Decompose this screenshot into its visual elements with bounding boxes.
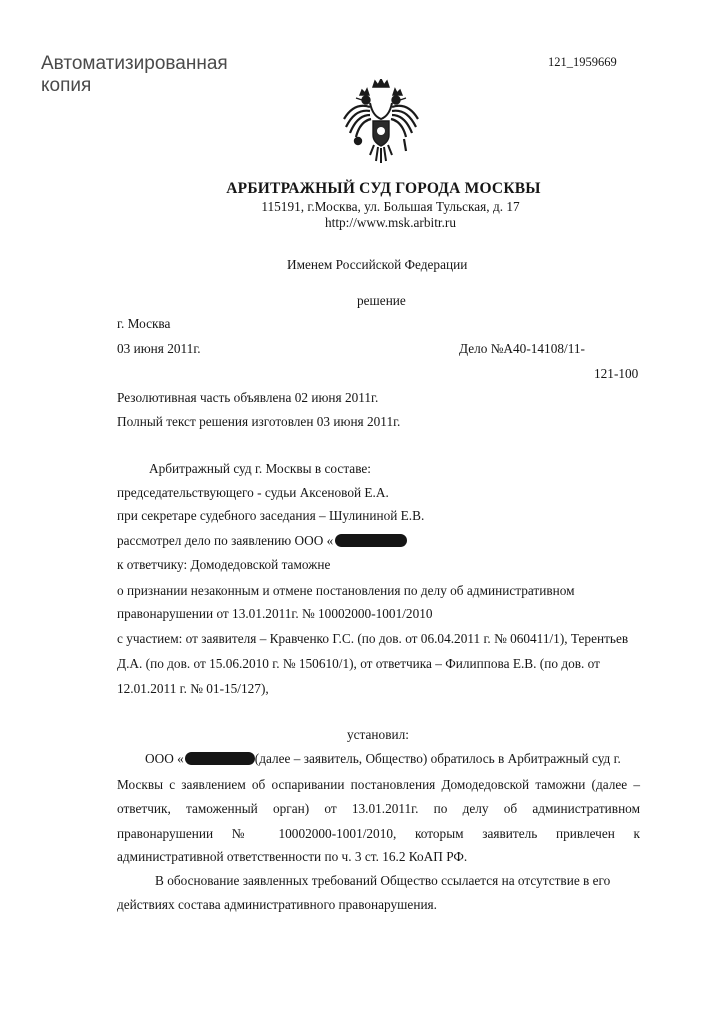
redaction-mark <box>185 752 255 765</box>
judge-line: председательствующего - судьи Аксеновой Е.А. <box>117 485 389 500</box>
coat-of-arms-icon <box>340 79 422 165</box>
paragraph-2-line-1: В обоснование заявленных требований Общество ссылается на отсутствие в его <box>155 873 611 888</box>
decision-date: 03 июня 2011г. <box>117 341 201 356</box>
subject-line-2: правонарушении от 13.01.2011г. № 10002000-1001/2010 <box>117 606 433 621</box>
considered-line <box>117 533 407 549</box>
redaction-mark <box>335 534 407 547</box>
invocation: Именем Российской Федерации <box>287 257 468 272</box>
case-number-cont: 121-100 <box>594 366 639 381</box>
subject-line-1: о признании незаконным и отмене постановления по делу об административном <box>117 583 575 598</box>
stamp-line1: Автоматизированная <box>41 53 228 74</box>
court-address: 115191, г.Москва, ул. Большая Тульская, д. 17 <box>261 199 520 214</box>
court-name: АРБИТРАЖНЫЙ СУД ГОРОДА МОСКВЫ <box>226 180 541 197</box>
full-text-prepared: Полный текст решения изготовлен 03 июня 2011г. <box>117 414 401 429</box>
automated-copy-stamp <box>41 53 228 97</box>
document-number: 121_1959669 <box>548 55 617 69</box>
city: г. Москва <box>117 316 171 331</box>
participation-line-3: 12.01.2011 г. № 01-15/127), <box>117 681 269 696</box>
established-heading: установил: <box>347 727 409 742</box>
court-website: http://www.msk.arbitr.ru <box>325 215 456 230</box>
paragraph-2-line-2: действиях состава административного правонарушения. <box>117 897 437 912</box>
court-composition: Арбитражный суд г. Москвы в составе: <box>149 461 371 476</box>
participation-line-2: Д.А. (по дов. от 15.06.2010 г. № 150610/1), от ответчика – Филиппова Е.В. (по дов. от <box>117 656 600 671</box>
case-number: Дело №А40-14108/11- <box>459 341 585 356</box>
paragraph-1-line-5: административной ответственности по ч. 3 ст. 16.2 КоАП РФ. <box>117 849 468 864</box>
paragraph-1-line-1-rest: (далее – заявитель, Общество) обратилось в Арбитражный суд г. <box>254 751 621 766</box>
paragraph-1-line-1 <box>145 751 621 767</box>
paragraph-1-line-3: ответчик, таможенный орган) от 13.01.2011г. по делу об административном <box>117 801 640 816</box>
secretary-line: при секретаре судебного заседания – Шулининой Е.В. <box>117 508 425 523</box>
stamp-line2: копия <box>41 75 92 96</box>
resolution-announced: Резолютивная часть объявлена 02 июня 2011г. <box>117 390 379 405</box>
paragraph-1-line-4: правонарушении № 10002000-1001/2010, которым заявитель привлечен к <box>117 826 640 841</box>
company-prefix: ООО « <box>145 751 184 766</box>
document-type: решение <box>357 293 406 308</box>
considered-text: рассмотрел дело по заявлению ООО « <box>117 533 334 548</box>
paragraph-1-line-2: Москвы с заявлением об оспаривании постановления Домодедовской таможни (далее – <box>117 777 640 792</box>
defendant-line: к ответчику: Домодедовской таможне <box>117 557 331 572</box>
participation-line-1: с участием: от заявителя – Кравченко Г.С. (по дов. от 06.04.2011 г. № 060411/1), Терентьев <box>117 631 629 646</box>
